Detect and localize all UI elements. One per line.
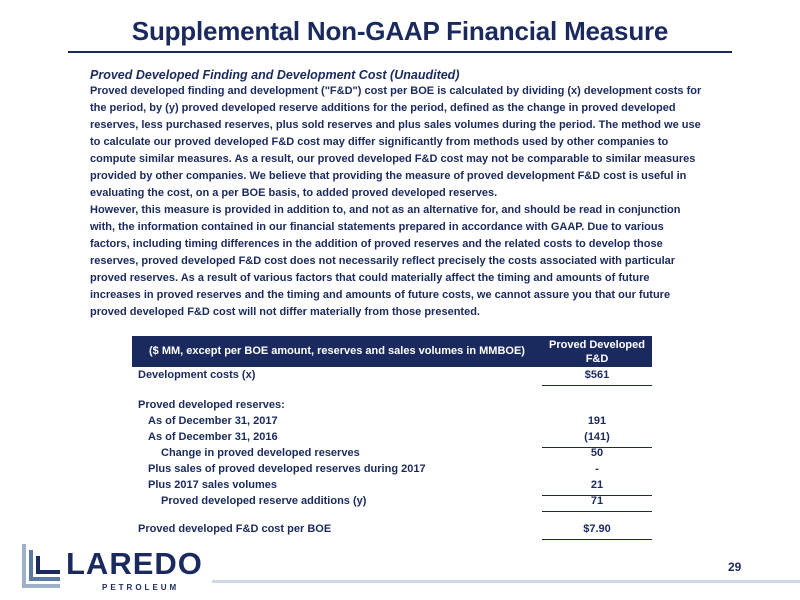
row-label: As of December 31, 2016 [148, 431, 278, 443]
row-value: $561 [584, 369, 610, 381]
paragraph-definition: Proved developed finding and development ("F&D") cost per BOE is calculated by dividing (x) development costs for the period, by (y) proved developed reserve additions for the period, defined as the change in proved developed reserves, less purchased reserves, plus sold reserves and plus sales volumes during the period. The method we use to calculate our proved developed F&D cost may differ significantly from methods used by other companies to compute similar measures. As a result, our proved developed F&D cost may not be comparable to similar measures provided by other companies. We believe that providing the measure of proved development F&D cost is useful in evaluating the cost, on a per BOE basis, to added proved developed reserves. [90, 85, 702, 199]
row-label: Proved developed F&D cost per BOE [138, 523, 332, 535]
row-value: 21 [590, 479, 604, 491]
table-row [132, 522, 652, 538]
section-heading: Proved Developed Finding and Development Cost (Unaudited) [90, 68, 460, 82]
row-underline [542, 385, 652, 386]
row-label: Plus sales of proved developed reserves during 2017 [148, 463, 426, 475]
row-label: As of December 31, 2017 [148, 415, 278, 427]
table-row [132, 368, 652, 384]
row-value: - [595, 463, 599, 475]
footer-divider [212, 580, 800, 583]
row-label: Proved developed reserves: [138, 399, 285, 411]
logo-mark-icon [20, 542, 64, 592]
logo-subtitle: PETROLEUM [102, 583, 180, 592]
row-label: Proved developed reserve additions (y) [161, 495, 367, 507]
table-row [132, 430, 652, 446]
table-header-column-line1: Proved Developed [549, 339, 645, 351]
row-value: $7.90 [583, 523, 611, 535]
body-text [90, 83, 702, 321]
logo-wordmark: LAREDO [66, 546, 203, 581]
row-underline [542, 539, 652, 540]
table-row [132, 494, 652, 510]
row-value: 71 [590, 495, 604, 507]
table-header-column [542, 338, 652, 366]
row-value: 191 [587, 415, 607, 427]
table-header [132, 336, 652, 367]
row-value: 50 [590, 447, 604, 459]
page-title: Supplemental Non-GAAP Financial Measure [131, 16, 669, 46]
row-value: (141) [584, 431, 610, 443]
table-row [132, 478, 652, 494]
table-header-column-line2: F&D [585, 353, 609, 365]
row-label: Development costs (x) [138, 369, 256, 381]
laredo-logo [20, 542, 205, 594]
paragraph-disclaimer: However, this measure is provided in addition to, and not as an alternative for, and should be read in conjunction with, the information contained in our financial statements prepared in accordance with GAAP. Due to various factors, including timing differences in the addition of proved reserves and the related costs to develop those reserves, proved developed F&D cost does not necessarily reflect precisely the costs associated with particular proved reserves. As a result of various factors that could materially affect the timing and amounts of future increases in proved reserves and the timing and amounts of future costs, we cannot assure you that our future proved developed F&D cost will not differ materially from those presented. [90, 204, 681, 318]
page-number: 29 [728, 560, 742, 574]
table-row [132, 462, 652, 478]
table-row [132, 398, 652, 414]
row-underline [542, 511, 652, 512]
title-divider [68, 51, 732, 53]
row-label: Plus 2017 sales volumes [148, 479, 278, 491]
table-header-label: ($ MM, except per BOE amount, reserves and sales volumes in MMBOE) [149, 345, 525, 357]
table-row [132, 414, 652, 430]
row-label: Change in proved developed reserves [161, 447, 360, 459]
table-row [132, 446, 652, 462]
